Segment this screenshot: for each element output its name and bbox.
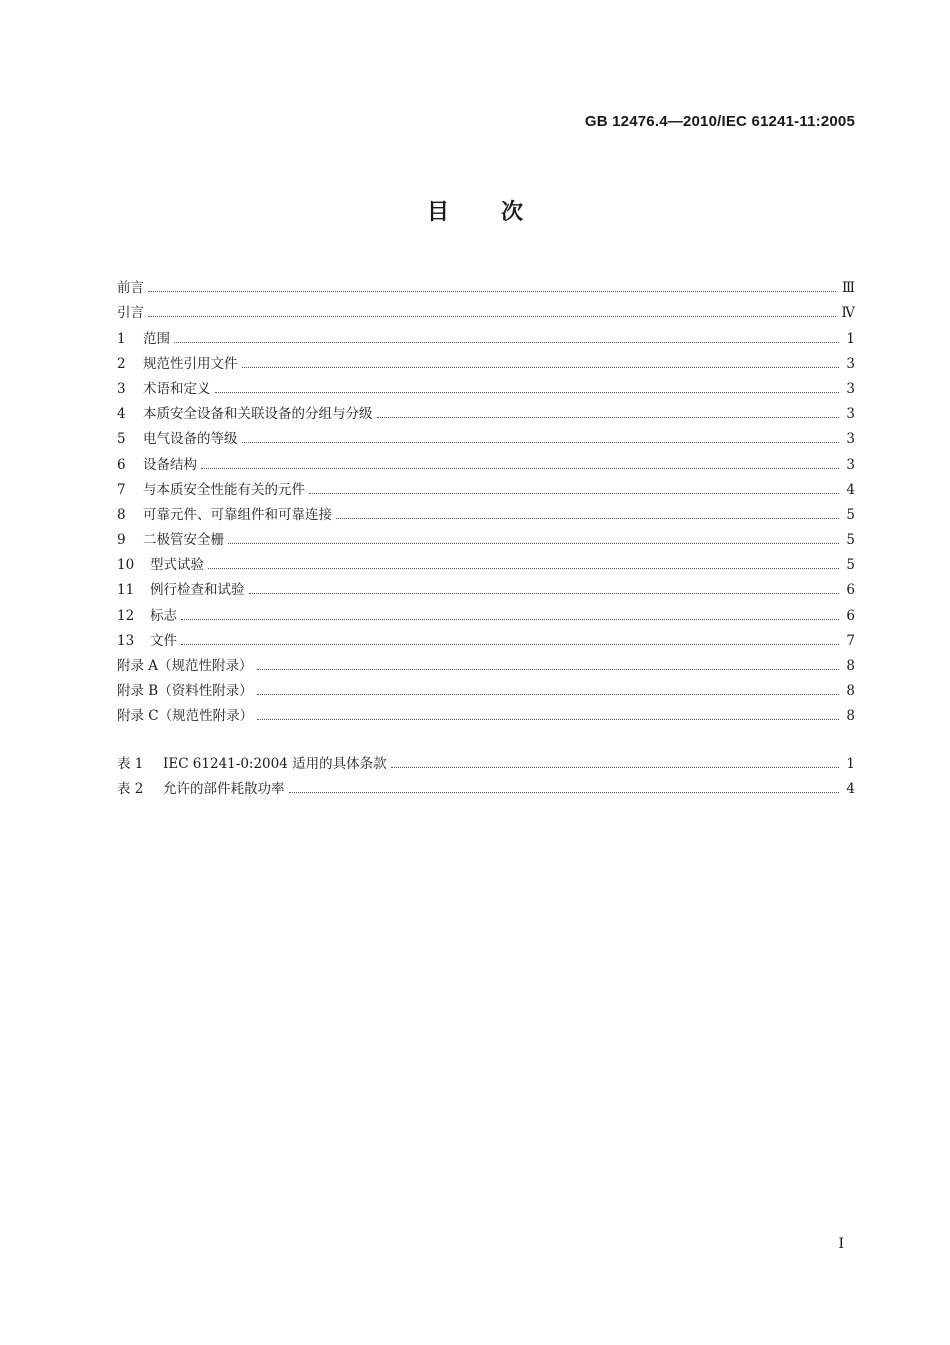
toc-entry-page: Ⅲ bbox=[841, 280, 855, 297]
toc-entry-page: 5 bbox=[846, 506, 855, 523]
toc-entry-number: 9 bbox=[117, 532, 126, 549]
toc-entry-page: 8 bbox=[846, 658, 855, 674]
toc-entry-page: 3 bbox=[846, 355, 855, 372]
toc-entry-section-10[interactable] bbox=[117, 549, 855, 574]
leader-dots bbox=[208, 568, 839, 569]
leader-dots bbox=[336, 518, 839, 519]
toc-entry-section-2[interactable] bbox=[117, 348, 855, 373]
leader-dots bbox=[242, 367, 840, 368]
toc-entry-page: Ⅳ bbox=[841, 305, 855, 322]
table-number: 表 2 bbox=[117, 781, 144, 798]
page-number: I bbox=[838, 1236, 844, 1252]
toc-entry-title: 可靠元件、可靠组件和可靠连接 bbox=[143, 506, 332, 523]
toc-entry-page: 3 bbox=[846, 380, 855, 397]
toc-entry-section-9[interactable] bbox=[117, 524, 855, 549]
toc-entry-number: 8 bbox=[117, 506, 126, 523]
leader-dots bbox=[181, 619, 839, 620]
toc-entry-number: 12 bbox=[117, 607, 135, 624]
toc-entry-title: 附录 B（资料性附录） bbox=[117, 683, 253, 700]
leader-dots bbox=[174, 342, 839, 343]
toc-entry-number: 4 bbox=[117, 406, 126, 423]
leader-dots bbox=[289, 792, 840, 793]
toc-entry-number: 6 bbox=[117, 456, 126, 473]
toc-entry-number: 10 bbox=[117, 557, 135, 574]
standard-code: GB 12476.4—2010/IEC 61241-11:2005 bbox=[584, 113, 855, 130]
toc-entry-title: 附录 A（规范性附录） bbox=[117, 658, 253, 674]
toc-entry-introduction[interactable] bbox=[117, 297, 855, 322]
toc-entry-page: 3 bbox=[846, 431, 855, 448]
toc-entry-page: 3 bbox=[846, 406, 855, 423]
toc-entry-number: 13 bbox=[117, 632, 135, 649]
toc-entry-title: 例行检查和试验 bbox=[150, 582, 245, 599]
toc-entry-title: 文件 bbox=[150, 632, 177, 649]
toc-entry-section-11[interactable] bbox=[117, 574, 855, 599]
toc-entry-title: 允许的部件耗散功率 bbox=[163, 781, 285, 798]
toc-entry-page: 8 bbox=[846, 708, 855, 725]
leader-dots bbox=[257, 719, 839, 720]
toc-entry-title: 引言 bbox=[117, 305, 144, 322]
toc-entry-section-3[interactable] bbox=[117, 373, 855, 398]
toc-entry-page: 4 bbox=[846, 781, 855, 798]
toc-entry-annex-a[interactable] bbox=[117, 650, 855, 675]
table-list bbox=[117, 748, 855, 798]
leader-dots bbox=[377, 417, 840, 418]
toc-entry-foreword[interactable] bbox=[117, 272, 855, 297]
leader-dots bbox=[242, 442, 840, 443]
toc-entry-page: 1 bbox=[846, 756, 855, 773]
toc-entry-title: 二极管安全栅 bbox=[143, 532, 224, 549]
toc-entry-page: 5 bbox=[846, 532, 855, 549]
leader-dots bbox=[391, 767, 839, 768]
toc-entry-number: 1 bbox=[117, 330, 126, 347]
toc-entry-section-5[interactable] bbox=[117, 423, 855, 448]
toc-entry-section-6[interactable] bbox=[117, 448, 855, 473]
toc-entry-annex-b[interactable] bbox=[117, 675, 855, 700]
toc-entry-title: 与本质安全性能有关的元件 bbox=[143, 481, 305, 498]
toc-entry-page: 6 bbox=[846, 582, 855, 599]
leader-dots bbox=[181, 644, 839, 645]
toc-entry-page: 1 bbox=[846, 330, 855, 347]
toc-entry-page: 6 bbox=[846, 607, 855, 624]
toc-entry-title: 术语和定义 bbox=[143, 380, 211, 397]
toc-entry-section-7[interactable] bbox=[117, 474, 855, 499]
toc-entry-title: 附录 C（规范性附录） bbox=[117, 708, 254, 725]
toc-entry-number: 2 bbox=[117, 355, 126, 372]
toc-entry-table-1[interactable] bbox=[117, 748, 855, 773]
toc-entry-number: 11 bbox=[117, 582, 135, 599]
toc-entry-number: 5 bbox=[117, 431, 126, 448]
toc-entry-page: 7 bbox=[846, 632, 855, 649]
toc-entry-page: 4 bbox=[846, 481, 855, 498]
page-title: 目次 bbox=[426, 200, 575, 225]
leader-dots bbox=[215, 392, 840, 393]
leader-dots bbox=[257, 694, 839, 695]
leader-dots bbox=[249, 593, 840, 594]
leader-dots bbox=[228, 543, 839, 544]
toc-list bbox=[117, 272, 855, 725]
leader-dots bbox=[148, 291, 836, 292]
toc-entry-title: 标志 bbox=[150, 607, 177, 624]
leader-dots bbox=[201, 468, 839, 469]
toc-entry-title: 设备结构 bbox=[143, 456, 197, 473]
toc-entry-title: 本质安全设备和关联设备的分组与分级 bbox=[143, 406, 373, 423]
toc-entry-title: 范围 bbox=[143, 330, 170, 347]
toc-entry-section-1[interactable] bbox=[117, 322, 855, 347]
toc-entry-number: 3 bbox=[117, 380, 126, 397]
toc-entry-table-2[interactable] bbox=[117, 773, 855, 798]
toc-entry-page: 8 bbox=[846, 683, 855, 700]
toc-entry-title: 型式试验 bbox=[150, 557, 204, 574]
toc-entry-section-4[interactable] bbox=[117, 398, 855, 423]
toc-entry-page: 5 bbox=[846, 557, 855, 574]
toc-entry-annex-c[interactable] bbox=[117, 700, 855, 725]
toc-entry-title: 规范性引用文件 bbox=[143, 355, 238, 372]
toc-entry-title: IEC 61241-0:2004 适用的具体条款 bbox=[163, 756, 387, 773]
toc-entry-number: 7 bbox=[117, 481, 126, 498]
table-number: 表 1 bbox=[117, 756, 144, 773]
toc-entry-page: 3 bbox=[846, 456, 855, 473]
toc-entry-title: 电气设备的等级 bbox=[143, 431, 238, 448]
toc-entry-section-8[interactable] bbox=[117, 499, 855, 524]
toc-entry-section-13[interactable] bbox=[117, 625, 855, 650]
toc-entry-section-12[interactable] bbox=[117, 599, 855, 624]
leader-dots bbox=[257, 669, 839, 670]
leader-dots bbox=[148, 316, 836, 317]
leader-dots bbox=[309, 493, 839, 494]
toc-entry-title: 前言 bbox=[117, 280, 144, 297]
